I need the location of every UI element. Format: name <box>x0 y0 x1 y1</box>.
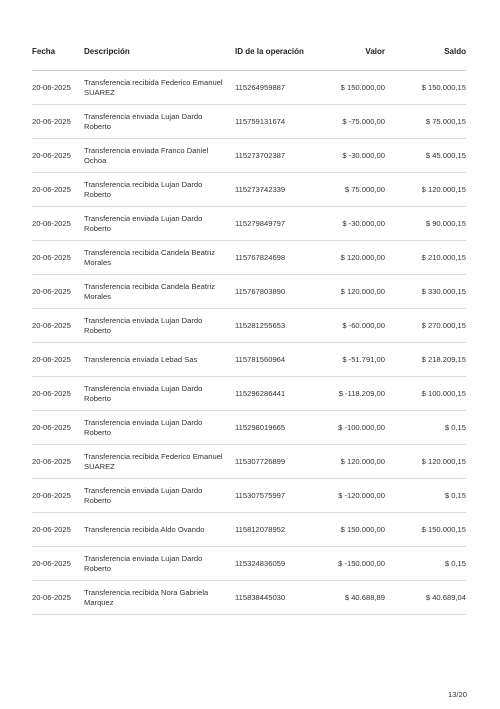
cell-descripcion: Transferencia recibida Candela Beatriz Morales <box>84 282 215 301</box>
table-row <box>32 105 466 139</box>
cell-descripcion: Transferencia enviada Lujan Dardo Roberto <box>84 418 203 437</box>
cell-fecha: 20-06-2025 <box>32 388 71 398</box>
cell-id-operacion: 115264959887 <box>235 82 286 92</box>
cell-fecha: 20-06-2025 <box>32 354 71 364</box>
cell-saldo: $ 90.000,15 <box>425 218 466 228</box>
table-row <box>32 377 466 411</box>
cell-id-operacion: 115296286441 <box>235 388 286 398</box>
cell-valor: $ 150.000,00 <box>340 524 385 534</box>
cell-descripcion: Transferencia recibida Nora Gabriela Marquez <box>84 588 209 607</box>
header-saldo: Saldo <box>444 47 466 57</box>
cell-valor: $ -30.000,00 <box>342 218 385 228</box>
cell-id-operacion: 115838445030 <box>235 592 286 602</box>
cell-valor: $ -150.000,00 <box>338 558 385 568</box>
cell-saldo: $ 120.000,15 <box>421 456 466 466</box>
table-header <box>32 34 466 71</box>
cell-id-operacion: 115767803890 <box>235 286 286 296</box>
cell-id-operacion: 115812078952 <box>235 524 286 534</box>
cell-fecha: 20-06-2025 <box>32 558 71 568</box>
header-valor: Valor <box>365 47 385 57</box>
table-row <box>32 445 466 479</box>
table-row <box>32 173 466 207</box>
header-fecha: Fecha <box>32 47 56 57</box>
cell-id-operacion: 115273702387 <box>235 150 286 160</box>
cell-id-operacion: 115781560964 <box>235 354 286 364</box>
cell-saldo: $ 45.000,15 <box>425 150 466 160</box>
cell-valor: $ 75.000,00 <box>344 184 385 194</box>
table-row <box>32 411 466 445</box>
table-row <box>32 275 466 309</box>
cell-valor: $ -60.000,00 <box>342 320 385 330</box>
cell-saldo: $ 150.000,15 <box>421 82 466 92</box>
cell-id-operacion: 115273742339 <box>235 184 286 194</box>
cell-fecha: 20-06-2025 <box>32 252 71 262</box>
cell-saldo: $ 100.000,15 <box>421 388 466 398</box>
cell-id-operacion: 115767824698 <box>235 252 286 262</box>
cell-saldo: $ 330.000,15 <box>421 286 466 296</box>
cell-descripcion: Transferencia recibida Lujan Dardo Roberto <box>84 180 203 199</box>
cell-valor: $ -51.791,00 <box>342 354 385 364</box>
page-number: 13/20 <box>447 690 467 699</box>
cell-fecha: 20-06-2025 <box>32 286 71 296</box>
cell-descripcion: Transferencia recibida Federico Emanuel SUAREZ <box>84 452 223 471</box>
cell-saldo: $ 75.000,15 <box>425 116 466 126</box>
table-row <box>32 139 466 173</box>
cell-descripcion: Transferencia recibida Federico Emanuel SUAREZ <box>84 78 223 97</box>
cell-descripcion: Transferencia recibida Aldo Ovando <box>84 524 205 534</box>
table-row <box>32 581 466 615</box>
cell-saldo: $ 150.000,15 <box>421 524 466 534</box>
cell-saldo: $ 270.000,15 <box>421 320 466 330</box>
cell-fecha: 20-06-2025 <box>32 116 71 126</box>
cell-saldo: $ 120.000,15 <box>421 184 466 194</box>
header-descripcion: Descripción <box>84 47 130 57</box>
table-row <box>32 207 466 241</box>
cell-fecha: 20-06-2025 <box>32 592 71 602</box>
cell-fecha: 20-06-2025 <box>32 456 71 466</box>
table-row <box>32 241 466 275</box>
cell-saldo: $ 218.209,15 <box>421 354 466 364</box>
cell-saldo: $ 0,15 <box>444 422 466 432</box>
cell-fecha: 20-06-2025 <box>32 490 71 500</box>
table-row <box>32 513 466 547</box>
table-row <box>32 547 466 581</box>
cell-fecha: 20-06-2025 <box>32 524 71 534</box>
header-id-operacion: ID de la operación <box>235 47 304 57</box>
cell-id-operacion: 115281255653 <box>235 320 286 330</box>
transactions-table <box>32 34 466 615</box>
cell-id-operacion: 115307726899 <box>235 456 286 466</box>
table-row <box>32 71 466 105</box>
cell-valor: $ -120.000,00 <box>338 490 385 500</box>
cell-id-operacion: 115307575997 <box>235 490 286 500</box>
cell-descripcion: Transferencia recibida Candela Beatriz Morales <box>84 248 215 267</box>
cell-saldo: $ 40.689,04 <box>425 592 466 602</box>
cell-valor: $ 40.688,89 <box>344 592 385 602</box>
cell-valor: $ 120.000,00 <box>340 286 385 296</box>
cell-descripcion: Transferencia enviada Franco Daniel Ochoa <box>84 146 209 165</box>
cell-valor: $ 150.000,00 <box>340 82 385 92</box>
cell-descripcion: Transferencia enviada Lujan Dardo Roberto <box>84 316 203 335</box>
cell-descripcion: Transferencia enviada Lebad Sas <box>84 354 198 364</box>
cell-id-operacion: 115324836059 <box>235 558 286 568</box>
cell-saldo: $ 210.000,15 <box>421 252 466 262</box>
cell-fecha: 20-06-2025 <box>32 150 71 160</box>
cell-fecha: 20-06-2025 <box>32 82 71 92</box>
cell-id-operacion: 115759131674 <box>235 116 286 126</box>
cell-fecha: 20-06-2025 <box>32 422 71 432</box>
cell-valor: $ 120.000,00 <box>340 252 385 262</box>
cell-id-operacion: 115279849797 <box>235 218 286 228</box>
table-row <box>32 343 466 377</box>
cell-fecha: 20-06-2025 <box>32 320 71 330</box>
cell-fecha: 20-06-2025 <box>32 218 71 228</box>
cell-id-operacion: 115298019665 <box>235 422 286 432</box>
table-body <box>32 71 466 615</box>
cell-descripcion: Transferencia enviada Lujan Dardo Roberto <box>84 384 203 403</box>
cell-valor: $ 120.000,00 <box>340 456 385 466</box>
cell-valor: $ -118.209,00 <box>338 388 385 398</box>
cell-fecha: 20-06-2025 <box>32 184 71 194</box>
cell-valor: $ -100.000,00 <box>338 422 385 432</box>
cell-descripcion: Transferencia enviada Lujan Dardo Roberto <box>84 112 203 131</box>
cell-valor: $ -30.000,00 <box>342 150 385 160</box>
cell-saldo: $ 0,15 <box>444 490 466 500</box>
cell-valor: $ -75.000,00 <box>342 116 385 126</box>
cell-saldo: $ 0,15 <box>444 558 466 568</box>
table-row <box>32 479 466 513</box>
cell-descripcion: Transferencia enviada Lujan Dardo Roberto <box>84 214 203 233</box>
cell-descripcion: Transferencia enviada Lujan Dardo Roberto <box>84 554 203 573</box>
cell-descripcion: Transferencia enviada Lujan Dardo Roberto <box>84 486 203 505</box>
table-row <box>32 309 466 343</box>
